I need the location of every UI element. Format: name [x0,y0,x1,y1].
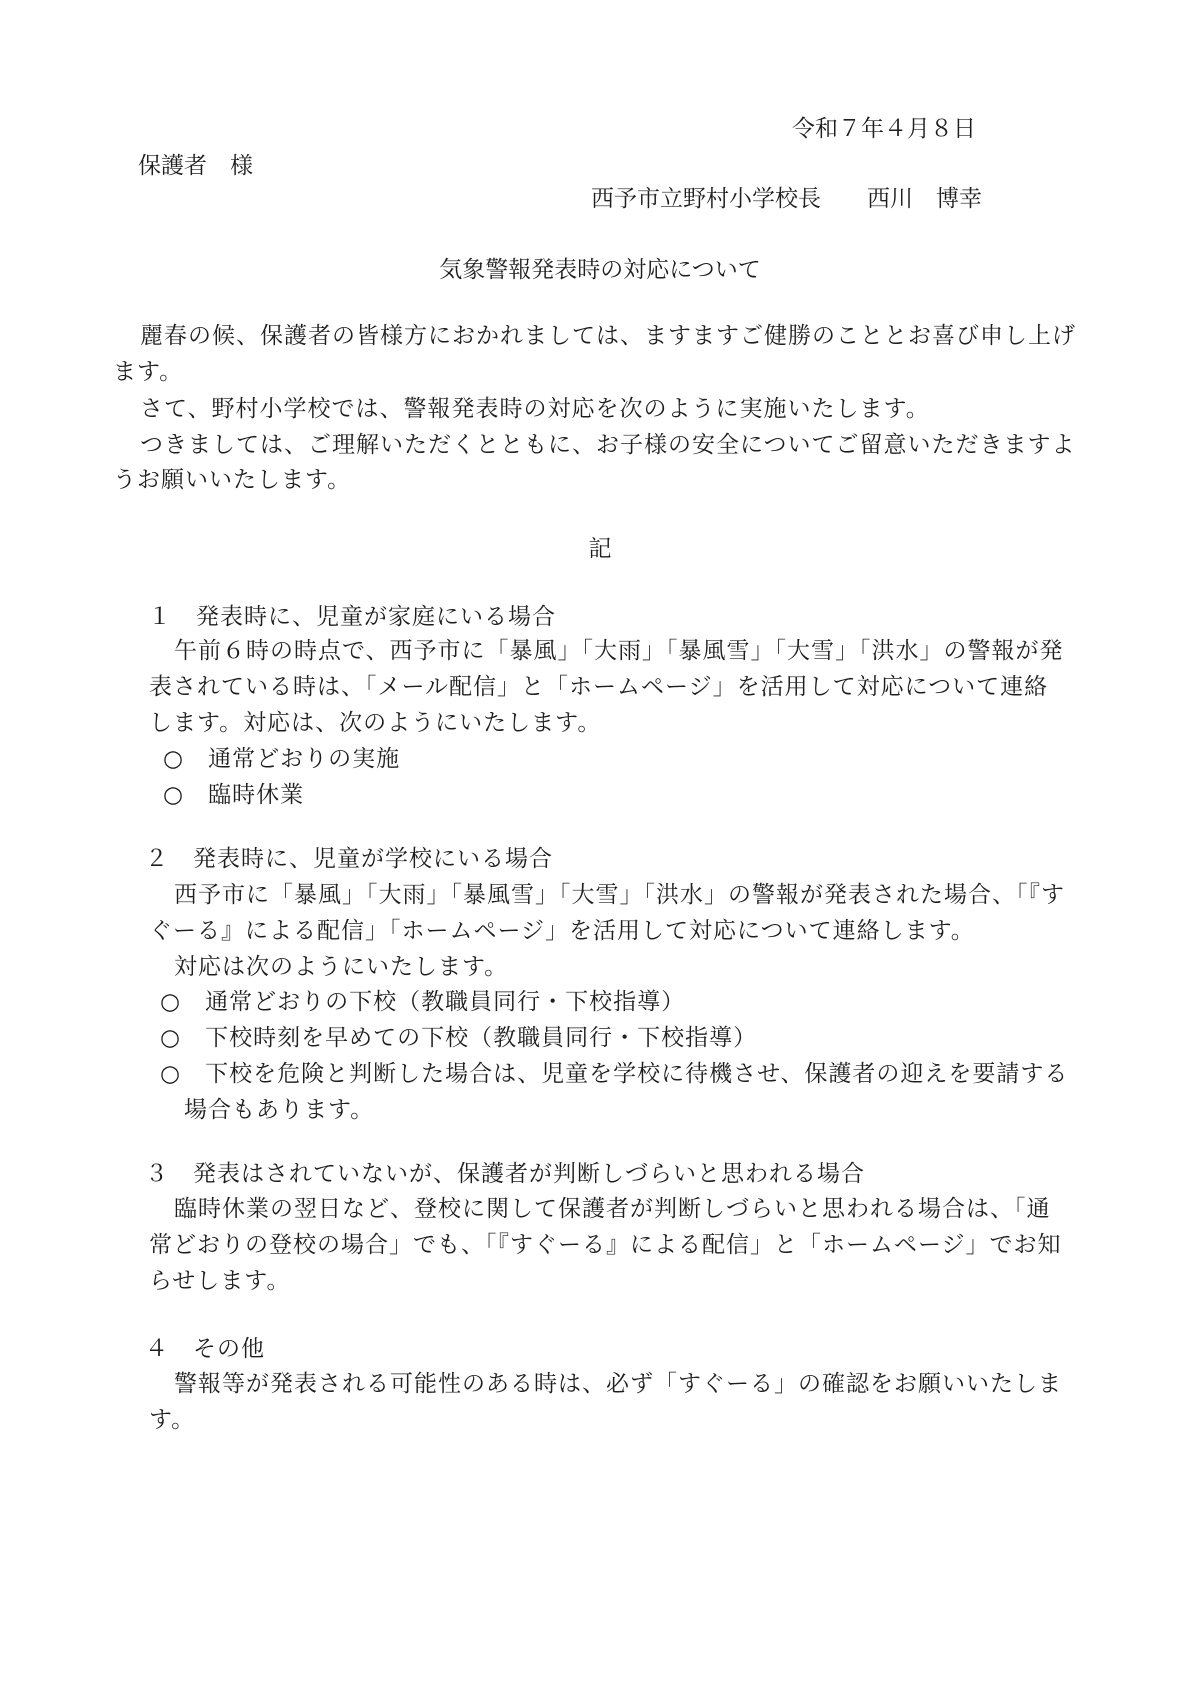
section-2-option-2: ○ 下校時刻を早めての下校（教職員同行・下校指導） [160,1025,758,1051]
section-2-line-1: 西予市に「暴風」「大雨」「暴風雪」「大雪」「洪水」の警報が発表された場合、「『す [174,882,1065,908]
intro-paragraph-1-line-1: 麗春の候、保護者の皆様方におかれましては、ますますご健勝のこととお喜び申し上げ [140,323,1076,349]
section-4-line-1: 警報等が発表される可能性のある時は、必ず「すぐーる」の確認をお願いいたしま [174,1371,1062,1397]
section-1-option-2: ○ 臨時休業 [163,782,305,808]
document-date: 令和７年４月８日 [792,116,976,142]
intro-paragraph-1-line-2: ます。 [113,359,184,385]
intro-paragraph-2: さて、野村小学校では、警報発表時の対応を次のように実施いたします。 [140,396,930,422]
section-3-heading: ３ 発表はされていないが、保護者が判断しづらいと思われる場合 [145,1161,865,1187]
section-2-option-3-line-2: 場合もあります。 [184,1097,375,1123]
section-2-heading: ２ 発表時に、児童が学校にいる場合 [145,846,553,872]
section-2-option-1: ○ 通常どおりの下校（教職員同行・下校指導） [160,989,686,1015]
ki-marker: 記 [588,536,612,562]
intro-paragraph-3-line-1: つきましては、ご理解いただくとともに、お子様の安全についてご留意いただきますよ [140,432,1076,458]
section-1-heading: １ 発表時に、児童が家庭にいる場合 [148,604,556,630]
section-3-line-3: らせします。 [149,1268,291,1294]
recipient-line: 保護者 様 [138,153,253,179]
sender-line: 西予市立野村小学校長 西川 博幸 [591,186,982,212]
section-1-line-2: 表されている時は、「メール配信」と「ホームページ」を活用して対応について連絡 [149,674,1049,700]
section-2-line-3: 対応は次のようにいたします。 [174,954,509,980]
intro-paragraph-3-line-2: うお願いいたします。 [113,467,352,493]
section-1-line-1: 午前６時の時点で、西予市に「暴風」「大雨」「暴風雪」「大雪」「洪水」の警報が発 [174,638,1064,664]
section-4-heading: ４ その他 [145,1336,265,1362]
section-1-option-1: ○ 通常どおりの実施 [163,746,401,772]
section-1-line-3: します。対応は、次のようにいたします。 [149,710,602,736]
section-2-option-3-line-1: ○ 下校を危険と判断した場合は、児童を学校に待機させ、保護者の迎えを要請する [160,1061,1069,1087]
section-3-line-2: 常どおりの登校の場合」でも、「『すぐーる』による配信」と「ホームページ」でお知 [149,1232,1062,1258]
section-2-line-2: ぐーる』による配信」「ホームページ」を活用して対応について連絡します。 [149,918,975,944]
section-4-line-2: す。 [149,1407,196,1433]
section-3-line-1: 臨時休業の翌日など、登校に関して保護者が判断しづらいと思われる場合は、「通 [174,1196,1051,1222]
document-title: 気象警報発表時の対応について [439,257,761,283]
